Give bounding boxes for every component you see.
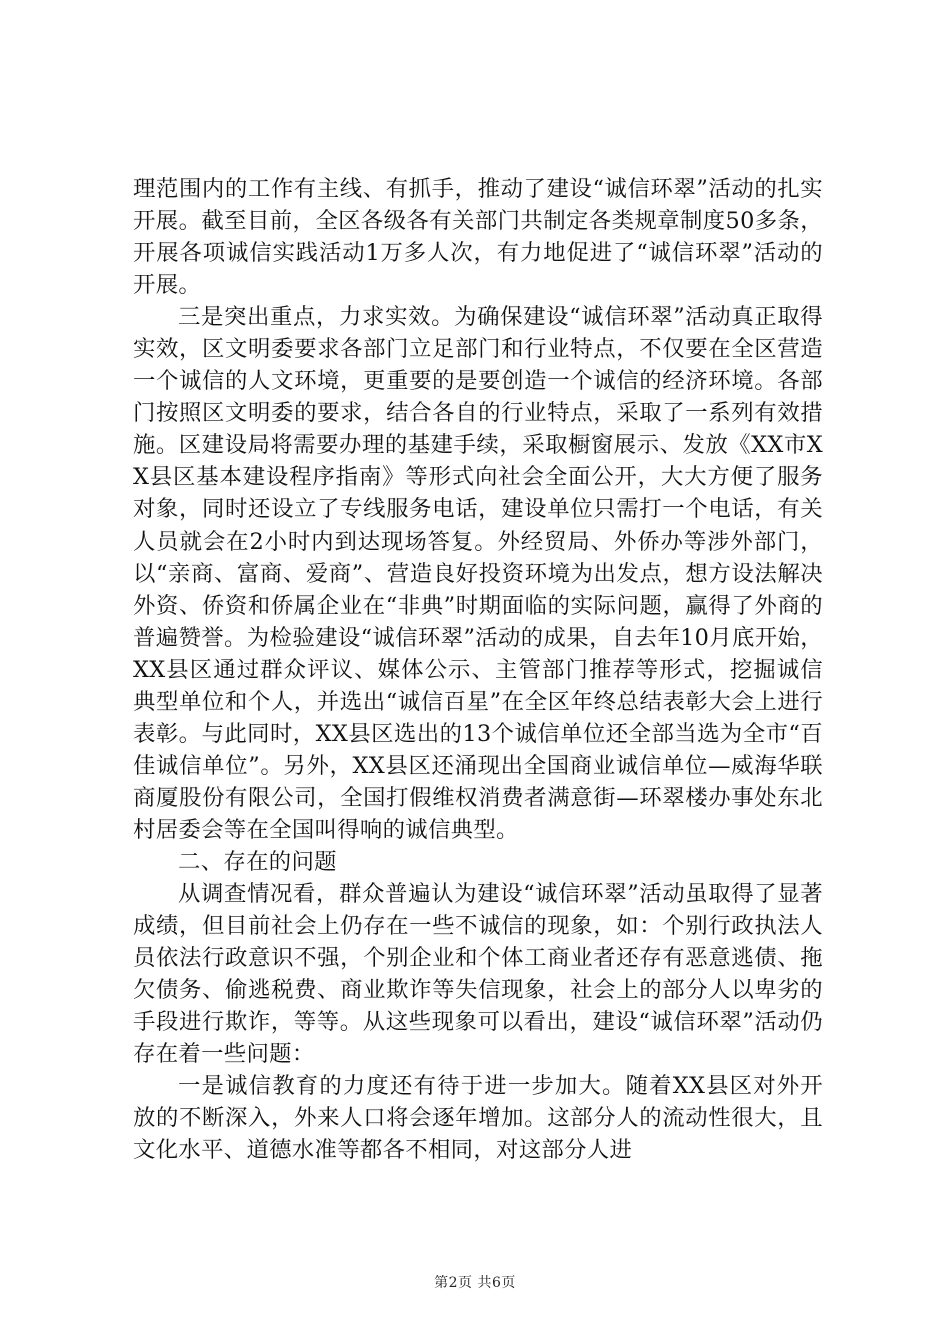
paragraph-2: 三是突出重点，力求实效。为确保建设“诚信环翠”活动真正取得实效，区文明委要求各部门立足部门和行业特点，不仅要在全区营造一个诚信的人文环境，更重要的是要创造一个诚信的经济环境。各部门按照区文明委的要求，结合各自的行业特点，采取了一系列有效措施。区建设局将需要办理的基建手续，采取橱窗展示、发放《XX市XX县区基本建设程序指南》等形式向社会全面公开，大大方便了服务对象，同时还设立了专线服务电话，建设单位只需打一个电话，有关人员就会在2小时内到达现场答复。外经贸局、外侨办等涉外部门，以“亲商、富商、爱商”、营造良好投资环境为出发点，想方设法解决外资、侨资和侨属企业在“非典”时期面临的实际问题，赢得了外商的普遍赞誉。为检验建设“诚信环翠”活动的成果，自去年10月底开始，XX县区通过群众评议、媒体公示、主管部门推荐等形式，挖掘诚信典型单位和个人，并选出“诚信百星”在全区年终总结表彰大会上进行表彰。与此同时，XX县区选出的13个诚信单位还全部当选为全市“百佳诚信单位”。另外，XX县区还涌现出全国商业诚信单位—威海华联商厦股份有限公司，全国打假维权消费者满意街—环翠楼办事处东北村居委会等在全国叫得响的诚信典型。	[133, 304, 823, 843]
section-heading: 二、存在的问题	[178, 848, 337, 875]
paragraph-1: 理范围内的工作有主线、有抓手，推动了建设“诚信环翠”活动的扎实开展。截至目前，全区各级各有关部门共制定各类规章制度50多条，开展各项诚信实践活动1万多人次，有力地促进了“诚信环翠”活动的开展。	[133, 176, 823, 299]
paragraph-4: 一是诚信教育的力度还有待于进一步加大。随着XX县区对外开放的不断深入，外来人口将会逐年增加。这部分人的流动性很大，且文化水平、道德水准等都各不相同，对这部分人进	[133, 1073, 823, 1164]
paragraph-3: 从调查情况看，群众普遍认为建设“诚信环翠”活动虽取得了显著成绩，但目前社会上仍存在一些不诚信的现象，如：个别行政执法人员依法行政意识不强，个别企业和个体工商业者还存有恶意逃债、拖欠债务、偷逃税费、商业欺诈等失信现象，社会上的部分人以卑劣的手段进行欺诈，等等。从这些现象可以看出，建设“诚信环翠”活动仍存在着一些问题：	[133, 881, 823, 1068]
document-body	[133, 173, 823, 1166]
page-number-footer: 第2页 共6页	[434, 1275, 516, 1291]
